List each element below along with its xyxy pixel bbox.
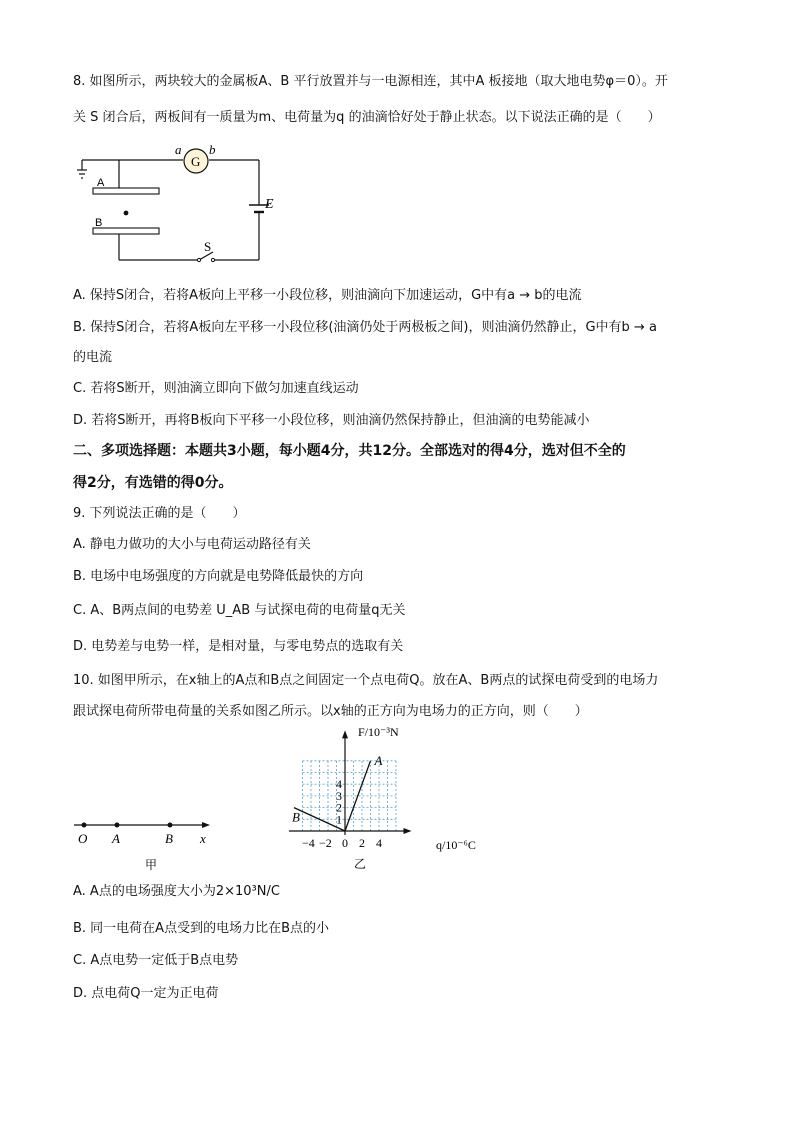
series-label-b: B [292,809,300,825]
x-tick-label: 2 [359,836,365,850]
chart-ticks [302,777,382,850]
q8-option-d: D. 若将S断开，再将B板向下平移一小段位移，则油滴仍然保持静止，但油滴的电势能减小 [73,413,590,428]
y-tick-label: 2 [336,800,342,815]
chart-caption: 乙 [354,857,367,871]
q10-option-d: D. 点电荷Q一定为正电荷 [73,986,219,1001]
oil-drop [124,211,129,216]
q8-stem-line1: 8. 如图所示，两块较大的金属板A、B 平行放置并与一电源相连，其中A 板接地（取大地电势φ＝0）。开 [73,74,668,89]
label-o: O [78,831,88,846]
y-tick-label: 1 [336,812,342,827]
plate-b [93,228,159,234]
q8-stem-line2: 关 S 闭合后，两板间有一质量为m、电荷量为q 的油滴恰好处于静止状态。以下说法正确的是（ ） [73,110,661,125]
figure-jia-caption: 甲 [145,858,158,872]
q10-axis-figure [70,805,220,875]
x-tick-label: −4 [302,836,315,850]
point-o [82,823,87,828]
q8-option-b-line1: B. 保持S闭合，若将A板向左平移一小段位移(油滴仍处于两极板之间)，则油滴仍然静止，G中有b → a [73,320,657,335]
terminal-a-label: a [175,142,182,157]
galvanometer-label: G [191,154,201,169]
q10-fq-chart [240,722,500,872]
chart-y-label: F/10⁻³N [358,725,399,739]
q10-option-b: B. 同一电荷在A点受到的电场力比在B点的小 [73,921,329,936]
q9-option-a: A. 静电力做功的大小与电荷运动路径有关 [73,537,311,552]
x-tick-label: −2 [319,836,332,850]
series-label-a: A [374,752,383,768]
q8-circuit-diagram [73,140,283,270]
x-axis-arrow [404,828,412,834]
y-tick-label: 4 [336,777,342,792]
plate-a-label: A [97,177,105,189]
section2-heading-line2: 得2分，有选错的得0分。 [73,475,233,491]
q9-option-b: B. 电场中电场强度的方向就是电势降低最快的方向 [73,569,364,584]
point-a [115,823,120,828]
q8-option-c: C. 若将S断开，则油滴立即向下做匀加速直线运动 [73,381,359,396]
switch-label: S [204,239,212,254]
label-b: B [165,831,173,846]
q10-option-c: C. A点电势一定低于B点电势 [73,953,239,968]
y-tick-label: 3 [336,788,342,803]
q9-option-c: C. A、B两点间的电势差 U_AB 与试探电荷的电荷量q无关 [73,603,406,618]
y-axis-arrow [342,730,348,738]
point-b [168,823,173,828]
q9-option-d: D. 电势差与电势一样，是相对量，与零电势点的选取有关 [73,639,404,654]
q8-option-a: A. 保持S闭合，若将A板向上平移一小段位移，则油滴向下加速运动，G中有a → b的电流 [73,288,582,303]
q8-option-b-line2: 的电流 [73,350,113,365]
section2-heading-line1: 二、多项选择题：本题共3小题，每小题4分，共12分。全部选对的得4分，选对但不全的 [73,443,626,459]
q10-stem-line2: 跟试探电荷所带电荷量的关系如图乙所示。以x轴的正方向为电场力的正方向，则（ ） [73,704,588,719]
battery-label: E [265,197,274,212]
label-a: A [112,831,120,846]
label-x: x [200,831,206,846]
plate-b-label: B [95,217,103,229]
q10-stem-line1: 10. 如图甲所示，在x轴上的A点和B点之间固定一个点电荷Q。放在A、B两点的试探电荷受到的电场力 [73,673,659,688]
terminal-b-label: b [209,142,216,157]
x-tick-label: 4 [376,836,382,850]
q9-stem: 9. 下列说法正确的是（ ） [73,506,246,521]
q10-option-a: A. A点的电场强度大小为2×10³N/C [73,884,280,899]
chart-x-label: q/10⁻⁶C [436,838,476,852]
x-tick-label: 0 [342,836,348,850]
